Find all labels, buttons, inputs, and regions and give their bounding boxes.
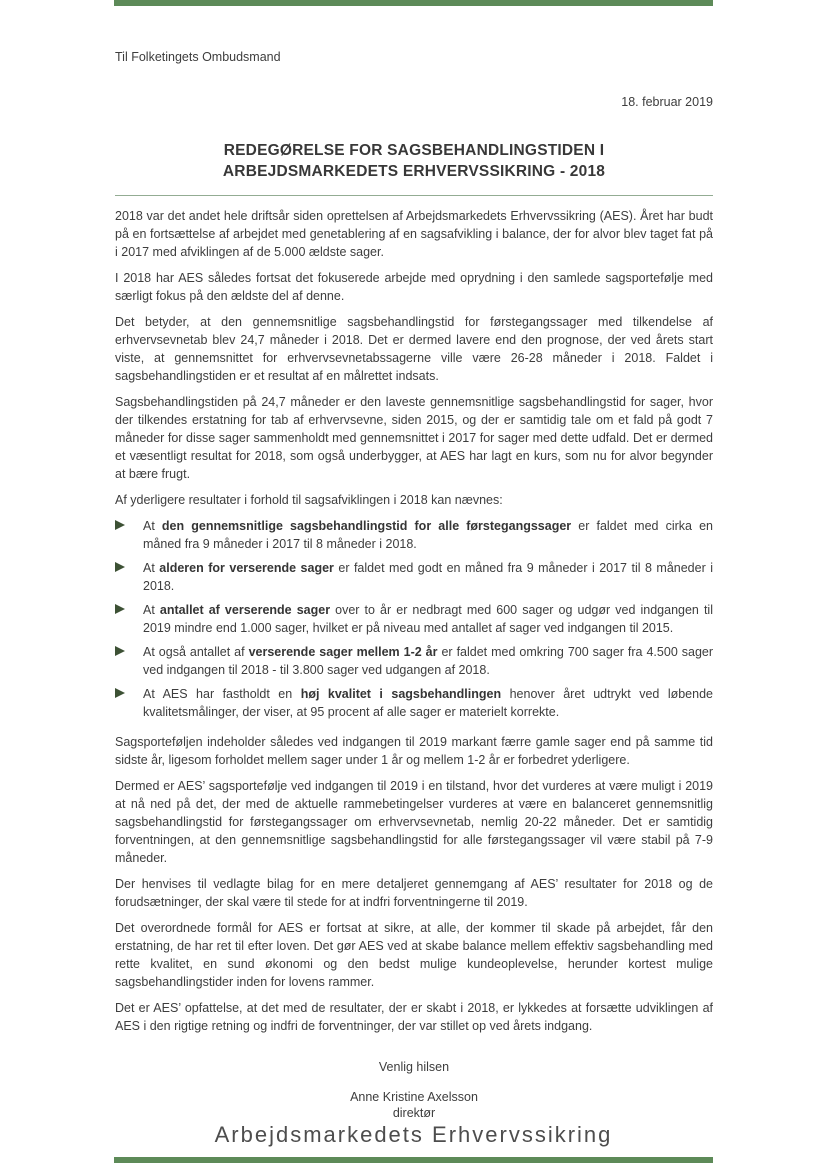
paragraph: I 2018 har AES således fortsat det fokuserede arbejde med oprydning i den samlede sagsportefølje med særligt fokus på den ældste del af denne.	[115, 271, 713, 303]
list-item-text	[143, 601, 713, 637]
paragraph: Der henvises til vedlagte bilag for en mere detaljeret gennemgang af AES’ resultater for 2018 og de forudsætninger, der skal være til stede for at indfri forventningerne til 2019.	[115, 877, 713, 909]
results-list-intro: Af yderligere resultater i forhold til sagsafviklingen i 2018 kan nævnes:	[115, 493, 503, 507]
list-item-text-post: er faldet med omkring 700 sager fra 4.500 sager ved indgangen til 2018 - til 3.800 sager ved udgangen af 2018.	[143, 645, 714, 677]
list-item-text-pre: At	[143, 603, 160, 617]
list-item	[115, 601, 713, 637]
triangle-bullet-icon	[115, 685, 143, 721]
list-item-text-bold: verserende sager mellem 1-2 år	[248, 645, 438, 659]
triangle-bullet-icon	[115, 643, 143, 679]
paragraph: Sagsbehandlingstiden på 24,7 måneder er den laveste gennemsnitlige sagsbehandlingstid for sager, hvor der tilkendes erstatning for tab af erhvervsevne, siden 2015, og der er samtidig tale om et fald på godt 7 måneder for disse sager sammenholdt med gennemsnittet i 2017 for sager med dette udfald. Det er dermed et væsentligt resultat for 2018, som også underbygger, at AES har lagt en kurs, som nu for alvor begynder at bære frugt.	[115, 395, 713, 481]
signature-role: direktør	[392, 1106, 436, 1120]
triangle-bullet-icon	[115, 517, 143, 553]
list-item-text-bold: alderen for verserende sager	[159, 561, 334, 575]
list-item-text	[143, 517, 713, 553]
letter-body	[115, 207, 713, 1035]
triangle-bullet-icon	[115, 601, 143, 637]
list-item-text-post: henover året udtrykt ved løbende kvalitetsmålinger, der viser, at 95 procent af alle sager er materielt korrekte.	[143, 687, 713, 719]
list-item-text-post: er faldet med godt en måned fra 9 måneder i 2017 til 8 måneder i 2018.	[143, 561, 713, 593]
signature-block	[115, 1059, 713, 1121]
paragraph: Det er AES’ opfattelse, at det med de resultater, der er skabt i 2018, er lykkedes at forsætte udviklingen af AES i den rigtige retning og indfri de forventninger, der var stillet op ved årets indgang.	[115, 1001, 713, 1033]
list-item-text-post: over to år er nedbragt med 600 sager og udgør ved indgangen til 2019 mindre end 1.000 sager, hvilket er på niveau med antallet af sager ved indgangen til 2015.	[143, 603, 713, 635]
recipient-line: Til Folketingets Ombudsmand	[115, 50, 281, 64]
paragraph: Det overordnede formål for AES er fortsat at sikre, at alle, der kommer til skade på arbejdet, får den erstatning, de har ret til efter loven. Det gør AES ved at skabe balance mellem effektiv sagsbehandling med rette kvalitet, en sund økonomi og den bedst mulige kundeoplevelse, herunder kortest mulige sagsbehandlingstider inden for lovens rammer.	[115, 921, 713, 989]
list-item-text-pre: At	[143, 519, 162, 533]
results-list	[115, 517, 713, 721]
list-item-text-pre: At også antallet af	[143, 645, 249, 659]
list-item-text	[143, 685, 713, 721]
organization-logo-text: Arbejdsmarkedets Erhvervssikring	[214, 1122, 613, 1147]
bottom-accent-bar	[114, 1157, 713, 1163]
list-item-text-bold: høj kvalitet i sagsbehandlingen	[300, 687, 502, 701]
list-item-text-bold: antallet af verserende sager	[159, 603, 331, 617]
paragraph: Dermed er AES’ sagsportefølje ved indgangen til 2019 i en tilstand, hvor det vurderes at være muligt i 2019 at nå ned på det, der med de aktuelle rammebetingelser vurderes at være en balanceret gennemsnitlig sagsbehandlingstid for førstegangssager om erhvervsevnetab, nemlig 20-22 måneder. Det er samtidig forventningen, at den gennemsnitlige sagsbehandlingstid for alle førstegangssager vil være stabil på 7-9 måneder.	[115, 779, 713, 865]
paragraph: Sagsporteføljen indeholder således ved indgangen til 2019 markant færre gamle sager end på samme tid sidste år, ligesom forholdet mellem sager under 1 år og mellem 1-2 år er forbedret yderligere.	[115, 735, 713, 767]
list-item-text-pre: At	[143, 561, 160, 575]
list-item-text	[143, 559, 713, 595]
list-item	[115, 685, 713, 721]
list-item	[115, 643, 713, 679]
triangle-bullet-icon	[115, 559, 143, 595]
paragraph: 2018 var det andet hele driftsår siden oprettelsen af Arbejdsmarkedets Erhvervssikring (AES). Året har budt på en fortsættelse af arbejdet med genetablering af en sagsafvikling i balance, der for alvor blev taget fat på i 2017 med afviklingen af de 5.000 ældste sager.	[115, 209, 713, 259]
list-item-text-pre: At AES har fastholdt en	[143, 687, 301, 701]
document-title-line2: ARBEJDSMARKEDETS ERHVERVSSIKRING - 2018	[222, 163, 606, 180]
signature-name: Anne Kristine Axelsson	[350, 1090, 478, 1104]
document-title-line1: REDEGØRELSE FOR SAGSBEHANDLINGSTIDEN I	[223, 142, 605, 159]
list-item-text-bold: den gennemsnitlige sagsbehandlingstid for alle førstegangssager	[161, 519, 572, 533]
letter-content	[115, 0, 713, 1121]
list-item-text-post: er faldet med cirka en måned fra 9 måneder i 2017 til 8 måneder i 2018.	[143, 519, 713, 551]
document-title	[115, 140, 713, 182]
paragraph: Det betyder, at den gennemsnitlige sagsbehandlingstid for førstegangssager med tilkendelse af erhvervsevnetab blev 24,7 måneder i 2018. Det er dermed lavere end den prognose, der ved årets start viste, at gennemsnittet for erhvervsevnetabssagerne ville være 26-28 måneder i 2018. Faldet i sagsbehandlingstiden er et resultat af en målrettet indsats.	[115, 315, 713, 383]
list-item	[115, 517, 713, 553]
list-item	[115, 559, 713, 595]
signature-closing: Venlig hilsen	[378, 1060, 450, 1074]
list-item-text	[143, 643, 713, 679]
date-line: 18. februar 2019	[621, 95, 713, 109]
title-divider	[115, 195, 713, 196]
